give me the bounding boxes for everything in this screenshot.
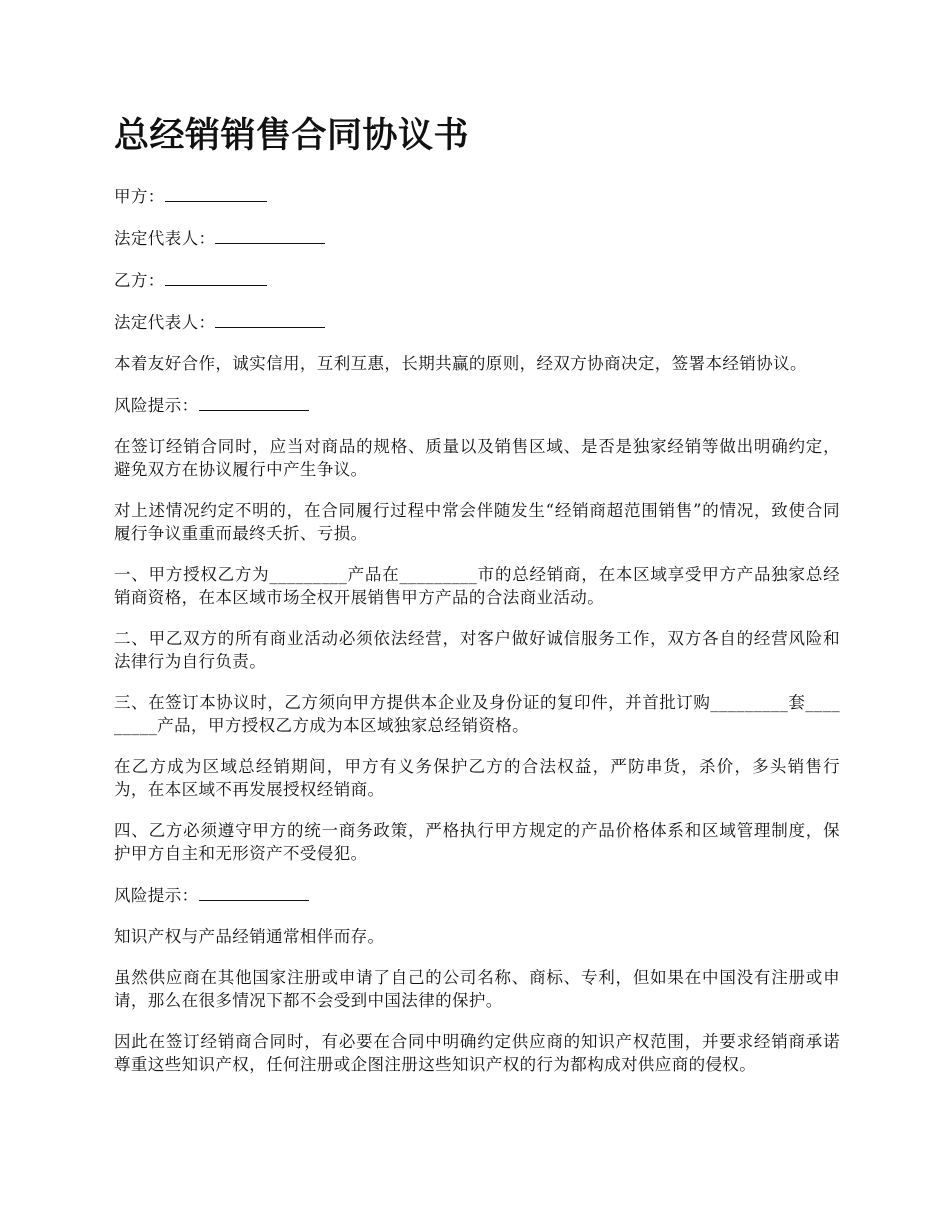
- clause-4: 四、乙方必须遵守甲方的统一商务政策，严格执行甲方规定的产品价格体系和区域管理制度，保护甲方自主和无形资产不受侵犯。: [114, 821, 840, 863]
- party-b-rep-label: 法定代表人：: [114, 313, 216, 332]
- clause-1: 一、甲方授权乙方为_________产品在_________市的总经销商，在本区域享受甲方产品独家总经销商资格，在本区域市场全权开展销售甲方产品的合法商业活动。: [114, 565, 840, 607]
- risk-notice-1: [114, 393, 840, 417]
- clause-3: 三、在签订本协议时，乙方须向甲方提供本企业及身份证的复印件，并首批订购_________套_________产品，甲方授权乙方成为本区域独家总经销资格。: [114, 693, 840, 735]
- clause-2: 二、甲乙双方的所有商业活动必须依法经营，对客户做好诚信服务工作，双方各自的经营风险和法律行为自行负责。: [114, 629, 840, 671]
- party-b-label: 乙方：: [114, 271, 165, 290]
- risk-paragraph-2: 对上述情况约定不明的，在合同履行过程中常会伴随发生“经销商超范围销售”的情况，致使合同履行争议重重而最终夭折、亏损。: [114, 501, 840, 543]
- party-b-field: [114, 268, 840, 292]
- party-a-blank: [165, 184, 267, 202]
- ip-paragraph-1: 知识产权与产品经销通常相伴而存。: [114, 927, 385, 946]
- party-a-rep-field: [114, 226, 840, 250]
- intro-paragraph: 本着友好合作，诚实信用，互利互惠，长期共赢的原则，经双方协商决定，签署本经销协议。: [114, 354, 807, 373]
- party-b-rep-field: [114, 310, 840, 334]
- ip-paragraph-2: 虽然供应商在其他国家注册或申请了自己的公司名称、商标、专利，但如果在中国没有注册或申请，那么在很多情况下都不会受到中国法律的保护。: [114, 968, 840, 1010]
- risk-notice-1-blank: [199, 393, 309, 411]
- party-a-field: [114, 184, 840, 208]
- party-b-blank: [165, 268, 267, 286]
- risk-notice-1-label: 风险提示：: [114, 396, 199, 415]
- document-page: [114, 112, 840, 1094]
- risk-paragraph-1: 在签订经销合同时，应当对商品的规格、质量以及销售区域、是否是独家经销等做出明确约定，避免双方在协议履行中产生争议。: [114, 437, 840, 479]
- party-a-rep-label: 法定代表人：: [114, 229, 216, 248]
- party-b-rep-blank: [215, 310, 325, 328]
- risk-notice-2-blank: [199, 883, 309, 901]
- risk-notice-2: [114, 883, 840, 907]
- clause-3-followup: 在乙方成为区域总经销期间，甲方有义务保护乙方的合法权益，严防串货，杀价，多头销售行为，在本区域不再发展授权经销商。: [114, 757, 840, 799]
- risk-notice-2-label: 风险提示：: [114, 886, 199, 905]
- party-a-label: 甲方：: [114, 187, 165, 206]
- ip-paragraph-3: 因此在签订经销商合同时，有必要在合同中明确约定供应商的知识产权范围，并要求经销商承诺尊重这些知识产权，任何注册或企图注册这些知识产权的行为都构成对供应商的侵权。: [114, 1032, 840, 1074]
- document-title: 总经销销售合同协议书: [114, 116, 470, 156]
- party-a-rep-blank: [215, 226, 325, 244]
